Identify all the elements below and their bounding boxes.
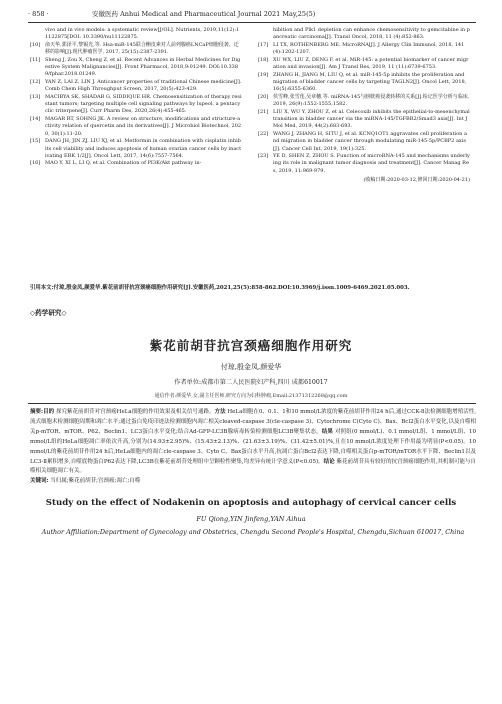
reference-text: 俞天华,郭泽平,黎锡光,等. Hsa-miR-145联合槲皮素对人前列腺癌LNCaP细胞侵袭、迁移的影响[J].现代肿瘤医学, 2017, 25(15):2387-2391. [45,41,239,56]
reference-item [258,109,470,131]
journal-header: 安徽医药 Anhui Medical and Pharmaceutical Journal 2021 May,25(5) [92,10,316,18]
authors-cn: 付琼,殷金凤,颜爱华 [220,363,282,371]
reference-text: MACIBYA SK, SHADAB G, SIDDIQUE HR. Chemosensitization of therapy resistant tumors; targeting multiple cell signaling pathways by lupeol, a pentacyclic triterpene[J]. Curr Pharm Des, 2020,26(4):455-465. [45,93,242,115]
methods-text: HeLa细胞在0、0.1、1和10 mmol/L浓度的紫花前胡苷作用24 h后,通过CCK-8法检测细胞增殖活性,流式细胞术检测细胞周期和凋亡水平;通过蛋白免疫印迹法检测细胞内凋亡相关cleaved-caspase 3(cle-caspase 3)、Cytochrome C(Cyto C)、Bax、Bcl2蛋白水平变化,以及自噬相关p-mTOR、mTOR、P62、Beclin1、LC3蛋白水平变化;结合Ad-GFP-LC3B腺病毒转染检测细胞LC3B聚集状态。 [30,409,476,435]
objective-label: 目的 [43,409,55,415]
reference-text: 侯雪峰,张雪莲,吴章穗,等. miRNA-145与膀胱癌侵袭转移的关系[J].检记医学分析与临床, 2019, 26(9):1552-1555,1582. [273,93,470,108]
reference-item [258,131,470,153]
methods-label: 方法 [214,409,226,415]
reference-number: [14] [30,116,41,123]
reference-number: [20] [258,93,269,100]
results-text: 对照组(0 mmol/L)、0.1 mmol/L组、1 mmol/L组、10 mmol/L组的HeLa细胞凋亡率依次升高,分别为(14.93±2.95)%、(15.43±2.13)%、(21.63±3.19)%、(31.42±5.01)%,且在10 mmol/L浓度处理下作用最为明显(P<0.05)。10 mmol/L的紫花前胡苷作用24 h后,HeLa细胞内的凋亡cle-caspase 3、Cyto C、Bax蛋白水平升高,抗凋亡蛋白Bcl2表达下降,自噬相关蛋白p-mTOR/mTOR水平下降、Beclin1以及LC3-Ⅱ累积增多,自噬底物蛋白P62表达下降,LC3B在紫花前胡苷处理组中呈颗粒性聚集,均差异有统计学意义(P<0.05)。 [30,428,476,465]
references-right-column [258,27,470,184]
reference-item [258,153,470,175]
reference-text: DANG JH, JIN ZJ, LIU XJ, et al. Metformin in combination with cisplatin inhibits cell viability and induces apoptosis of human ovarian cancer cells by inactivating ERK 1/2[J]. Oncol Lett, 2017, 14(6):7557-7564. [45,138,242,159]
running-header [28,8,476,20]
reference-item [30,116,242,138]
reference-text: MAO Y, XI L, LI Q, et al. Combination of PI3K/Akt pathway in- [45,160,202,167]
reference-text: YE D, SHEN Z, ZHOU S. Function of microRNA-145 and mechanisms underlying its role in malignant tumor diagnosis and treatment[J]. Cancer Manag Res, 2019, 11:969-979. [273,153,470,174]
abstract-cn [30,408,476,487]
reference-number: [13] [30,93,41,100]
reference-number: [17] [258,41,269,48]
reference-item [258,42,470,57]
affiliation-en: Author Affiliation:Department of Gynecology and Obstetrics, Chengdu Second People's Hospital, Chengdu,Sichuan 610017, China [41,528,465,536]
reference-item [30,42,242,57]
reference-number: [18] [258,56,269,63]
section-tag: ◇药学研究◇ [30,309,67,317]
references-left-column [30,27,242,168]
results-label: 结果 [321,428,334,435]
reference-item [30,57,242,79]
reference-number: [11] [30,56,41,63]
reference-text: XU WX, LIU Z, DENG F, et al. MiR-145: a potential biomarker of cancer migration and invasion[J]. Am J Transl Res, 2019, 11 (11):6739-6753. [273,56,469,71]
reference-number: [19] [258,71,269,78]
reference-number: [23] [258,153,269,160]
reference-item [30,94,242,116]
header-rule [28,22,476,23]
reference-item [30,138,242,160]
conclusion-text: 紫花前胡苷具有较好的抗宫颈癌细胞作用,其机制可能与自噬相关细胞凋亡有关。 [30,458,476,475]
reference-number: [15] [30,138,41,145]
authors-en: FU Qiong,YIN Jinfeng,YAN Aihua [196,515,306,523]
conclusion-label: 结论 [323,458,335,465]
reference-item [258,72,470,94]
abstract-label: 摘要: [30,409,44,415]
reference-text: hibition and Plk1 depletion can enhance chemosensitivity to gemcitabine in pancreatic carcinoma[J]. Transl Oncol, 2018, 11 (4):852-863. [273,27,470,41]
reference-text: vivo and in vivo models: a systematic review[J/OL]. Nutrients, 2019,11(12):11122875[DOI: 10.3390/nu11122875. [45,27,240,41]
reference-text: LI TX, ROTHENBERG ME. MicroRNA[J]. J Allergy Clin Immunol, 2018, 141(4):1202-1207. [273,41,465,56]
reference-text: LIU X, WU Y, ZHOU Z, et al. Celecoxib inhibits the epithelial-to-mesenchymal transition in bladder cancer via the miRNA-145/TGFBR2/Smad3 axis[J]. Int J Mol Med, 2019, 44(2):683-693. [273,108,470,130]
reference-item [30,79,242,94]
reference-number [258,27,273,42]
reference-number: [10] [30,41,41,48]
reference-text: ZHANG H, JIANG M, LIU Q, et al. miR-145-5p inhibits the proliferation and migration of bladder cancer cells by targeting TAGLN2[J]. Oncol Lett, 2018, 16(5):6355-6360. [273,71,467,93]
citation-block: 引用本文:付琼,殷金凤,颜爱华.紫花前胡苷抗宫颈癌细胞作用研究[J].安徽医药,2021,25(5):858-862.DOI:10.3969/j.issn.1009-6469.2021.05.003. [30,285,410,291]
affiliation-cn: 作者单位:成都市第二人民医院妇产科,四川 成都610017 [174,379,328,386]
reference-text: MAGAR RT, SOHNG JK. A review on structure, modifications and structure-activity relation of quercetin and its derivatives[J]. J Microbiol Biotechnol, 2020, 30(1):11-20. [45,116,242,137]
reference-number: [21] [258,108,269,115]
reference-item [258,27,470,42]
article-title-en: Study on the effect of Nodakenin on apoptosis and autophagy of cervical cancer cells [45,498,457,508]
reference-number: [12] [30,78,41,85]
reference-item [258,94,470,109]
reference-item [30,160,242,167]
received-date: (收稿日期:2020-03-12,修回日期:2020-04-21) [363,177,470,184]
corresponding-author-cn: 通信作者:颜爱华,女,副主任医师,研究方向为妇科肿瘤,Email:21371312268@qq.com [154,393,348,399]
keywords-label: 关键词: [30,478,49,485]
reference-number [30,27,45,42]
reference-text: YAN Z, LAI Z, LIN J. Anticancer properties of traditional Chinese medicine[J]. Comb Chem High Throughput Screen, 2017, 20(5):423-429. [45,78,242,93]
reference-number: [16] [30,160,41,167]
reference-item [258,57,470,72]
article-title-cn: 紫花前胡苷抗宫颈癌细胞作用研究 [149,338,353,353]
reference-item [30,27,242,42]
reference-text: WANG J, ZHANG H, SITU J, et al. KCNQ1OT1 aggravates cell proliferation and migration in bladder cancer through modulating miR-145-5p/PCBP2 axis[J]. Cancer Cell Int, 2019, 19(1):325. [273,130,467,152]
page-number: · 858 · [28,10,49,18]
reference-text: Sheng J, Zou X, Cheng Z, et al. Recent Advances in Herbal Medicines for Digestive System Malignancies[J]. Front Pharmacol, 2018,9:01249. DOI:10.3389/fphar.2018.01249. [45,56,241,78]
reference-number: [22] [258,130,269,137]
objective-text: 探究紫花前胡苷对宫颈癌HeLa细胞的作用效果及相关信号通路。 [55,409,215,415]
keywords-text: 当归属;紫花前胡苷;宫颈癌;凋亡;自噬 [50,478,141,485]
abstract-rule [28,403,476,404]
